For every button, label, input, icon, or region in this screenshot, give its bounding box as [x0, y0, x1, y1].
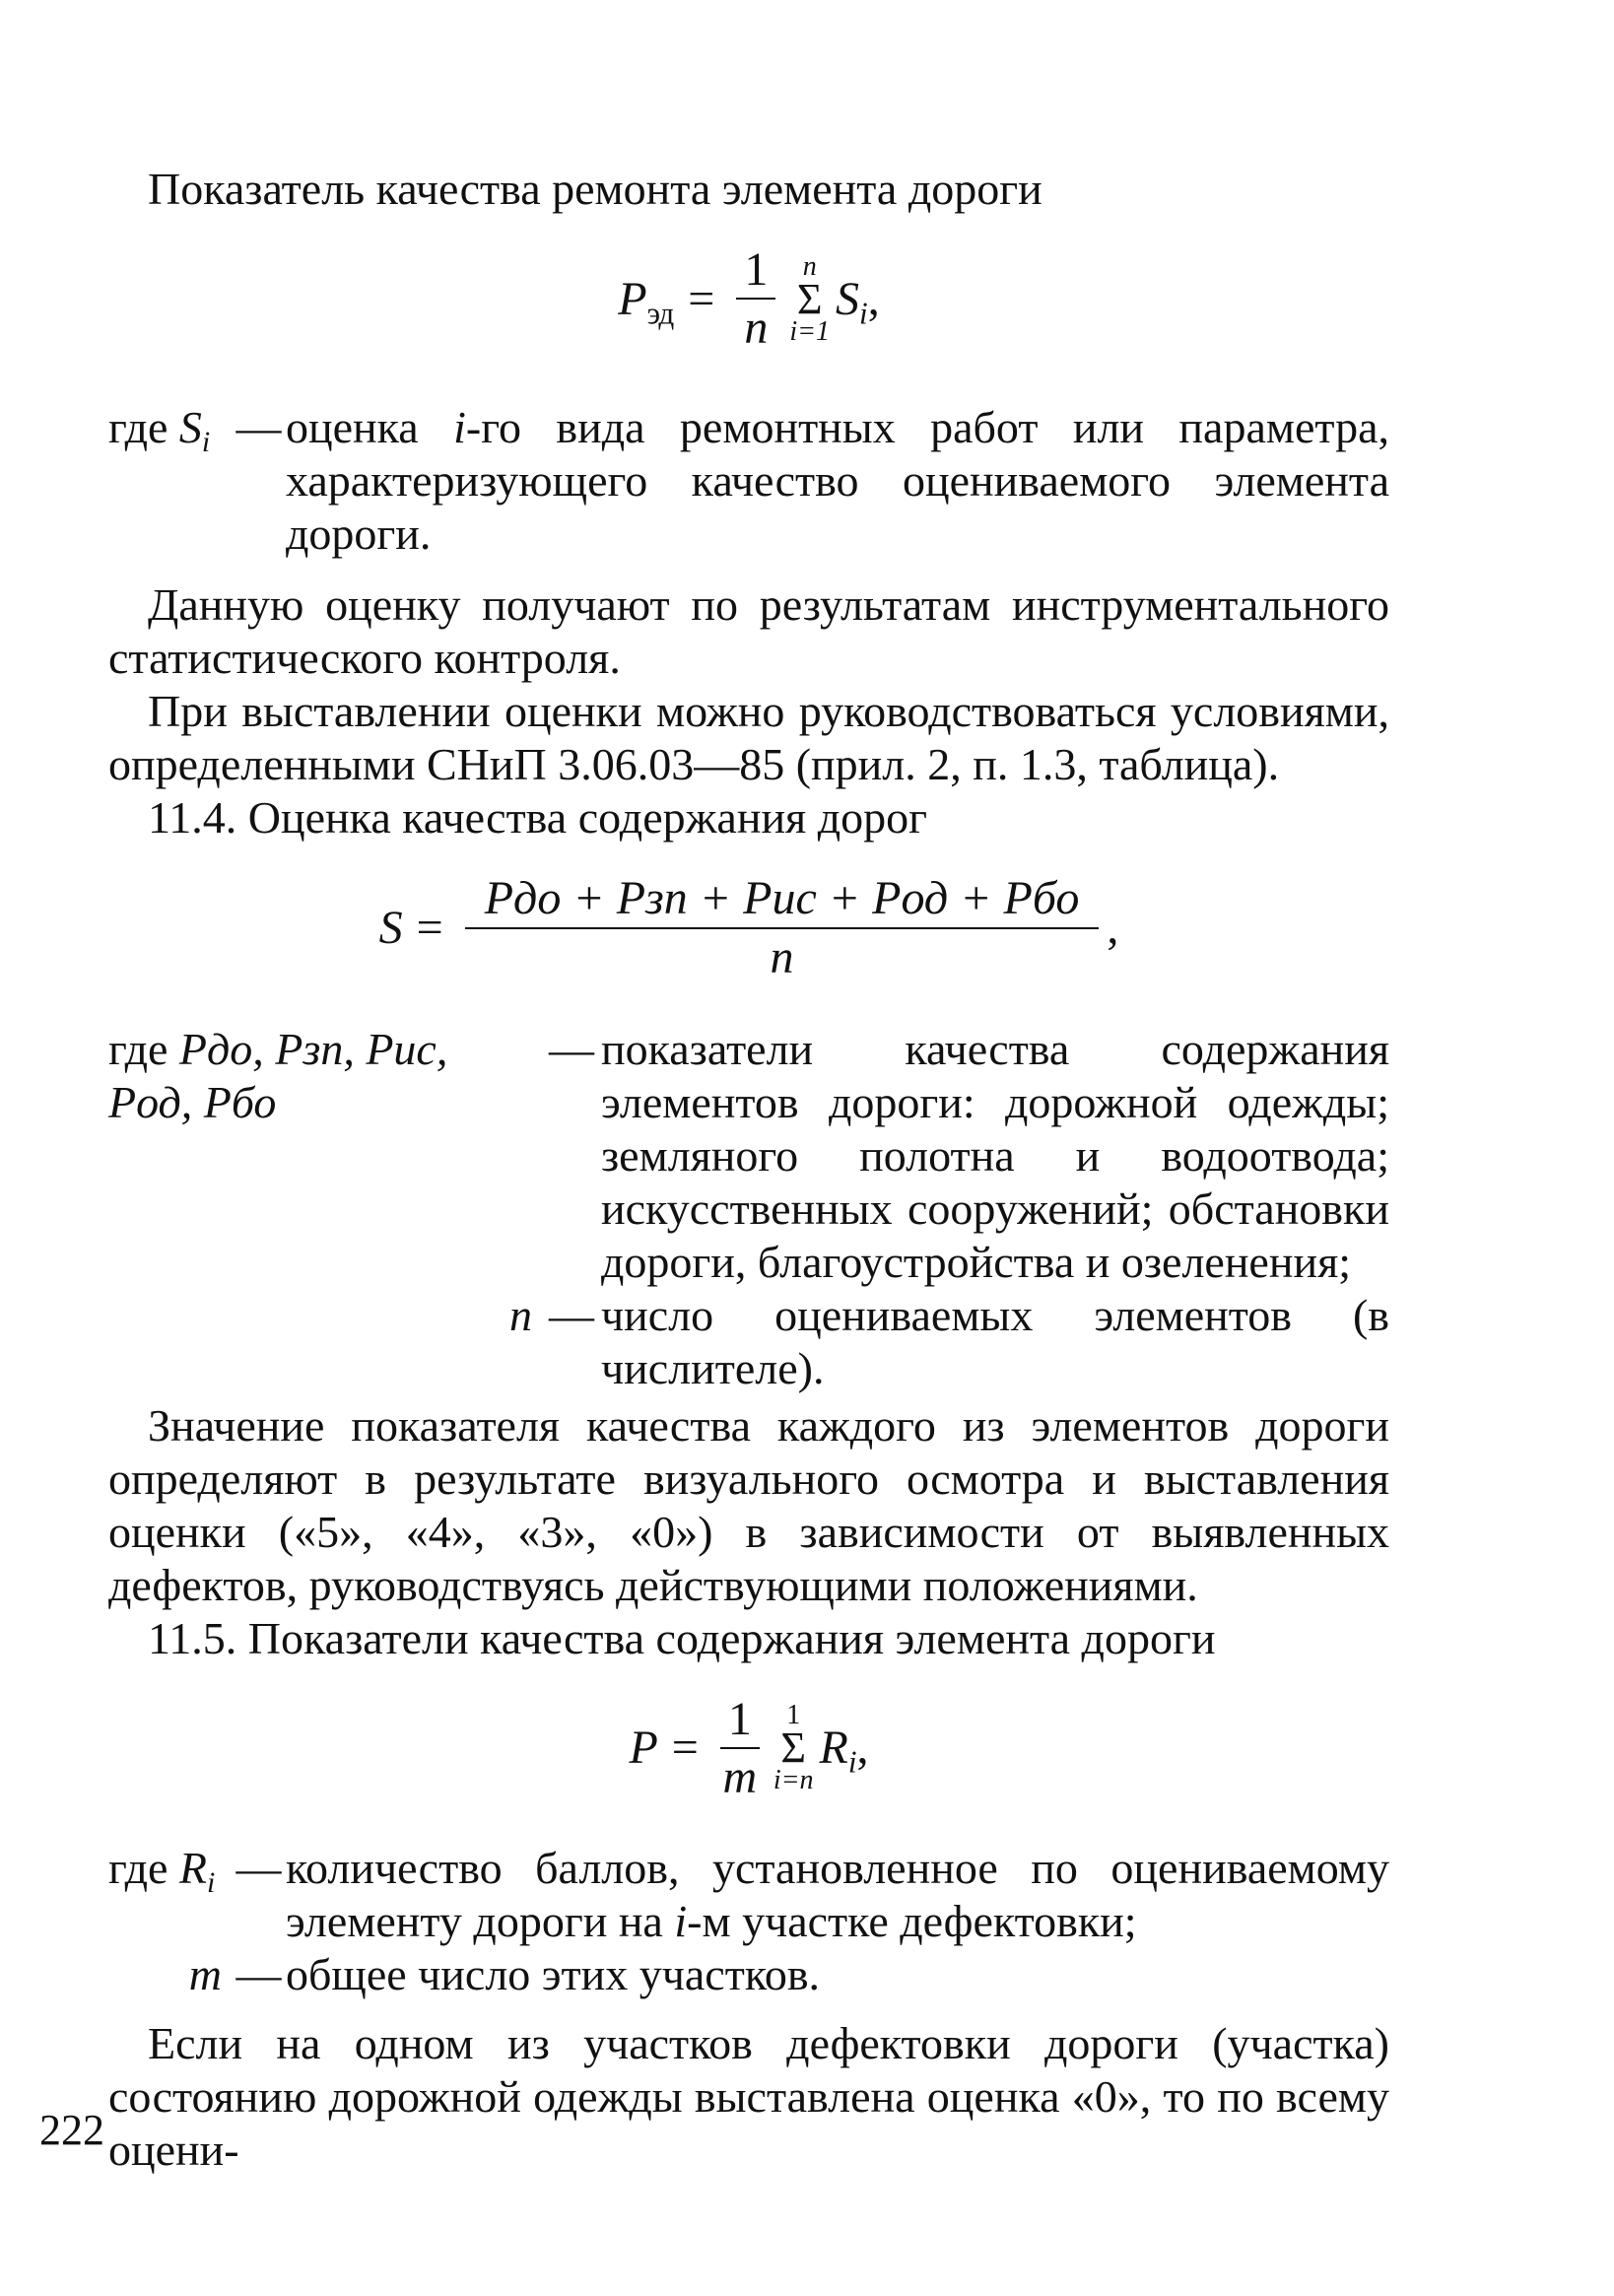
w2-description: показатели качества содержания элементов дороги: дорожной одежды; земляного полотна и водоотвода; искусственных сооружений; обстановки дороги, благоустройства и озеленения;: [601, 1023, 1389, 1287]
page-body: [108, 163, 1389, 2177]
section-11-5: 11.5. Показатели качества содержания элемента дороги: [148, 1612, 1216, 1663]
f3-tail: ,: [856, 1722, 869, 1775]
page-number: 222: [39, 2106, 104, 2154]
w4-symbol: где $R_i$: [108, 1843, 216, 1900]
w4-dash: —: [235, 1843, 282, 1894]
f1-sum: n Σ i=1: [789, 250, 831, 347]
where-block-3: [108, 1842, 1389, 2001]
where-word: где $S_i$: [108, 401, 211, 458]
where-block-2: [108, 1023, 1389, 1395]
f3-sum: 1 Σ i=n: [773, 1700, 814, 1796]
paragraph-1: Данную оценку получают по результатам инструментального статистического контроля.: [108, 578, 1389, 683]
formula-p: [108, 1692, 1389, 1803]
w3-dash: —: [549, 1289, 594, 1340]
w5-dash: —: [235, 1949, 282, 2000]
w4-description: количество баллов, установленное по оцениваемому элементу дороги на i-м участке дефектовки;: [286, 1843, 1389, 1947]
w1-dash: —: [235, 401, 282, 452]
f3-equals: =: [671, 1722, 699, 1775]
w2-symbols: где Pдо, Pзп, Pис, Pод, Pбо: [108, 1023, 448, 1127]
formula-p-ed: [108, 245, 1389, 354]
f1-tail: ,: [867, 272, 880, 325]
f1-term: $S_i$: [836, 272, 868, 331]
formula-s: [108, 871, 1389, 984]
f1-lhs: $P_{эд}$: [618, 272, 675, 331]
w3-description: число оцениваемых элементов (в числителе).: [601, 1289, 1389, 1393]
f3-fraction: $\frac{1}{m}$: [720, 1695, 760, 1803]
paragraph-4: Значение показателя качества каждого из элементов дороги определяют в результате визуального осмотра и выставления оценки («5», «4», «3», «0») в зависимости от выявленных дефектов, руководствуясь действующими положениями.: [108, 1399, 1389, 1610]
f2-equals: =: [416, 902, 443, 955]
f1-fraction: $\frac{1}{n}$: [736, 245, 775, 354]
where-block-1: [108, 401, 1389, 561]
paragraph-6: Если на одном из участков дефектовки дороги (участка) состоянию дорожной одежды выставлена оценка «0», то по всему оцени-: [108, 2018, 1389, 2176]
w5-description: общее число этих участков.: [286, 1949, 821, 2000]
section-11-4: 11.4. Оценка качества содержания дорог: [148, 791, 927, 843]
w2-dash: —: [549, 1023, 594, 1074]
f3-term: $R_i$: [819, 1722, 857, 1780]
w5-symbol: m: [188, 1949, 222, 2000]
intro-line: Показатель качества ремонта элемента дороги: [148, 164, 1042, 214]
paragraph-2: При выставлении оценки можно руководствоваться условиями, определенными СНиП 3.06.03—85 (прил. 2, п. 1.3, таблица).: [108, 685, 1389, 789]
f3-lhs: P: [629, 1722, 658, 1775]
f2-fraction: $\frac{\text{Pдо + Pзп + Pис + Pод + Pбо}}{n}$: [465, 874, 1100, 983]
f2-lhs: S: [378, 902, 403, 955]
f2-tail: ,: [1107, 902, 1119, 955]
w1-description: оценка i-го вида ремонтных работ или параметра, характеризующего качество оцениваемого элемента дороги.: [286, 401, 1389, 559]
f1-equals: =: [688, 272, 715, 325]
w3-symbol: n: [509, 1289, 532, 1340]
